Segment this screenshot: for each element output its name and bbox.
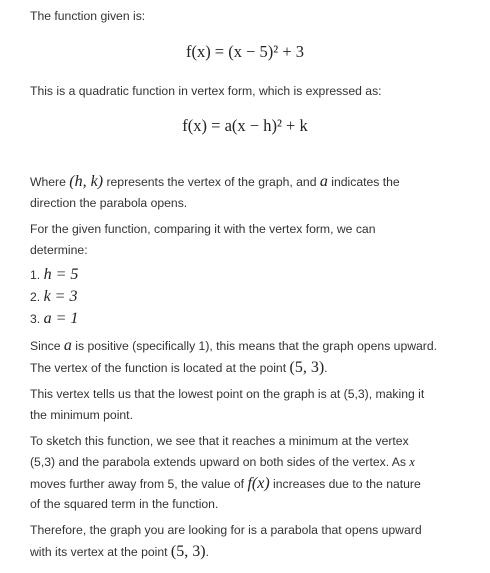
text: Where [30,175,66,189]
vertex-explanation-line2: direction the parabola opens. [30,196,188,210]
positive-a-line1 [30,335,472,357]
text: is positive (specifically 1), this means that the graph opens upward. [75,339,438,353]
coefficient-a-symbol: a [319,173,328,190]
text: increases due to the nature [273,477,421,491]
vertex-form-intro: This is a quadratic function in vertex form, which is expressed as: [30,84,382,98]
text: (5,3) and the parabola extends upward on both sides of the vertex. As [30,455,407,469]
sketch-line1: To sketch this function, we see that it reaches a minimum at the vertex [30,434,409,448]
vertex-point: (5, 3) [170,543,206,560]
coefficient-a-symbol: a [63,337,72,354]
conclusion-line1: Therefore, the graph you are looking for is a parabola that opens upward [30,523,422,537]
text: Since [30,339,61,353]
vertex-form-equation: f(x) = a(x − h)² + k [182,116,308,135]
positive-a-line2 [30,357,472,379]
comparison-line2: determine: [30,243,88,257]
list-number: 1. [30,268,41,282]
text: . [205,545,209,559]
vertex-explanation-line1 [30,171,472,193]
list-expression: k = 3 [43,288,78,305]
vertex-point: (5, 3) [289,359,325,376]
minimum-line2: the minimum point. [30,408,133,422]
comparison-line1: For the given function, comparing it with the vertex form, we can [30,222,376,236]
text: moves further away from 5, the value of [30,477,245,491]
text: The vertex of the function is located at the point [30,361,287,375]
list-item [30,286,472,308]
vertex-symbol: (h, k) [69,173,104,190]
variable-x: x [409,455,415,469]
conclusion-line2 [30,541,472,563]
text: represents the vertex of the graph, and [106,175,317,189]
list-item [30,308,472,330]
minimum-line1: This vertex tells us that the lowest point on the graph is at (5,3), making it [30,387,425,401]
sketch-line2 [30,452,472,473]
text: with its vertex at the point [30,545,168,559]
list-number: 2. [30,290,41,304]
intro-text: The function given is: [30,9,146,23]
list-item [30,264,472,286]
text: . [324,361,328,375]
list-expression: h = 5 [43,266,79,283]
sketch-line3 [30,473,472,495]
sketch-line4: of the squared term in the function. [30,497,219,511]
function-fx: f(x) [247,475,270,492]
given-equation: f(x) = (x − 5)² + 3 [185,42,305,61]
list-number: 3. [30,312,41,326]
text: indicates the [331,175,400,189]
list-expression: a = 1 [43,310,79,327]
